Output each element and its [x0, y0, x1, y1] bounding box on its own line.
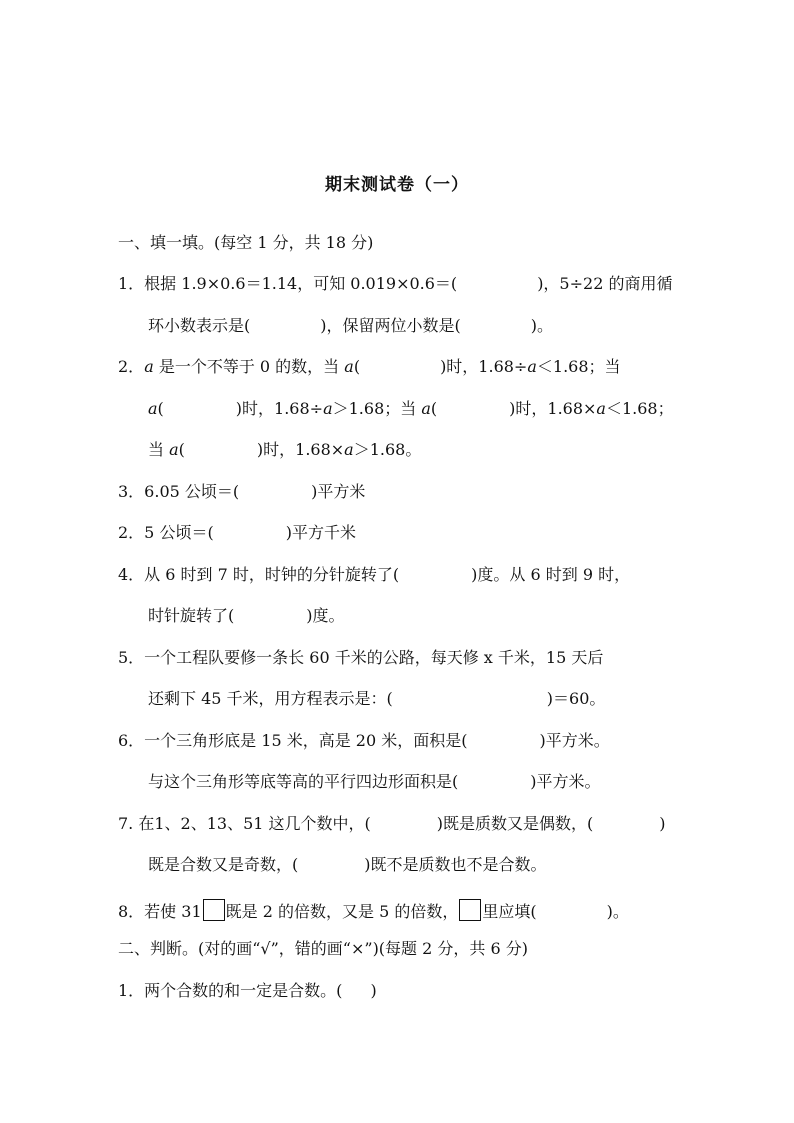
q2-text-e: (: [157, 399, 164, 418]
question-1-line-1: [118, 273, 672, 295]
question-6-line-1: [118, 730, 610, 752]
q6-text-d: )平方米。: [530, 772, 601, 791]
q8-text-d: )。: [606, 902, 629, 921]
q2-text-a: 是一个不等于 0 的数，当: [153, 357, 345, 376]
q2-var: a: [421, 399, 431, 418]
q3b-text-a: 2．5 公顷＝(: [118, 523, 214, 542]
q2-text-c: )时，1.68÷: [440, 357, 528, 376]
q2-text-j: ＜1.68；: [605, 399, 674, 418]
digit-box[interactable]: [203, 899, 225, 921]
q3a-text-b: )平方米: [311, 482, 366, 501]
q2-text-k: 当: [148, 440, 170, 459]
question-2-line-2: [148, 398, 674, 420]
q2-text-l: (: [178, 440, 185, 459]
question-2-line-1: [118, 356, 621, 378]
q2-text-b: (: [353, 357, 361, 376]
q2-text-d: ＜1.68；当: [536, 357, 621, 376]
q8-text-a: 8．若使 31: [118, 902, 202, 921]
q6-text-a: 6．一个三角形底是 15 米，高是 20 米，面积是(: [118, 731, 468, 750]
q3b-text-b: )平方千米: [285, 523, 356, 542]
q4-text-b: )度。从 6 时到 9 时，: [471, 565, 631, 584]
q2-var: a: [148, 399, 158, 418]
q2-number: 2．: [118, 357, 145, 376]
digit-box[interactable]: [459, 899, 481, 921]
question-3b: [118, 522, 356, 544]
question-4-line-2: [148, 605, 345, 627]
question-3a: [118, 481, 365, 503]
q2-text-h: (: [430, 399, 438, 418]
q1-text-c: 环小数表示是(: [148, 316, 251, 335]
q7-text-c: ): [659, 814, 666, 833]
question-6-line-2: [148, 771, 601, 793]
q2-var: a: [323, 399, 333, 418]
q6-text-c: 与这个三角形等底等高的平行四边形面积是(: [148, 772, 459, 791]
q4-text-d: )度。: [306, 606, 345, 625]
section2-question-1: [118, 980, 377, 1002]
s2q1-text-b: ): [370, 981, 377, 1000]
question-7-line-2: [148, 854, 547, 876]
q1-text-b: )，5÷22 的商用循: [537, 274, 673, 293]
q7-text-a: 7. 在1、2、13、51 这几个数中，(: [118, 814, 371, 833]
q8-text-c: 里应填(: [482, 902, 537, 921]
q4-text-a: 4．从 6 时到 7 时，时钟的分针旋转了(: [118, 565, 400, 584]
q1-text-a: 1．根据 1.9×0.6＝1.14，可知 0.019×0.6＝(: [118, 274, 458, 293]
section1-heading: 一、填一填。(每空 1 分，共 18 分): [118, 233, 374, 252]
q7-text-e: )既不是质数也不是合数。: [364, 855, 547, 874]
q2-text-f: )时，1.68÷: [235, 399, 324, 418]
question-4-line-1: [118, 564, 630, 586]
s2q1-text-a: 1．两个合数的和一定是合数。(: [118, 981, 343, 1000]
q5-text-b: 还剩下 45 千米，用方程表示是：(: [148, 689, 393, 708]
q2-var: a: [169, 440, 179, 459]
q2-var: a: [344, 440, 354, 459]
page-title: 期末测试卷（一）: [325, 175, 469, 195]
q5-text-c: )＝60。: [546, 689, 606, 708]
q7-text-b: )既是质数又是偶数，(: [436, 814, 594, 833]
q2-var: a: [344, 357, 354, 376]
q2-text-i: )时，1.68×: [509, 399, 597, 418]
q2-var: a: [596, 399, 606, 418]
section2-heading: 二、判断。(对的画“√”，错的画“×”)(每题 2 分，共 6 分): [118, 939, 528, 958]
question-1-line-2: [148, 315, 553, 337]
question-2-line-3: [148, 439, 421, 461]
q2-var: a: [527, 357, 537, 376]
q1-text-e: )。: [530, 316, 553, 335]
q3a-text-a: 3．6.05 公顷＝(: [118, 482, 240, 501]
q1-text-d: )，保留两位小数是(: [320, 316, 461, 335]
q2-text-g: ＞1.68；当: [332, 399, 422, 418]
question-5-line-1: 5．一个工程队要修一条长 60 千米的公路，每天修 x 千米，15 天后: [118, 648, 604, 667]
q4-text-c: 时针旋转了(: [148, 606, 235, 625]
q2-text-m: )时，1.68×: [256, 440, 345, 459]
q7-text-d: 既是合数又是奇数，(: [148, 855, 299, 874]
q8-text-b: 既是 2 的倍数，又是 5 的倍数，: [225, 902, 459, 921]
question-5-line-2: [148, 688, 605, 710]
q2-var: a: [144, 357, 154, 376]
q2-text-n: ＞1.68。: [353, 440, 422, 459]
question-8: [118, 899, 629, 921]
q6-text-b: )平方米。: [539, 731, 610, 750]
question-7-line-1: [118, 813, 666, 835]
